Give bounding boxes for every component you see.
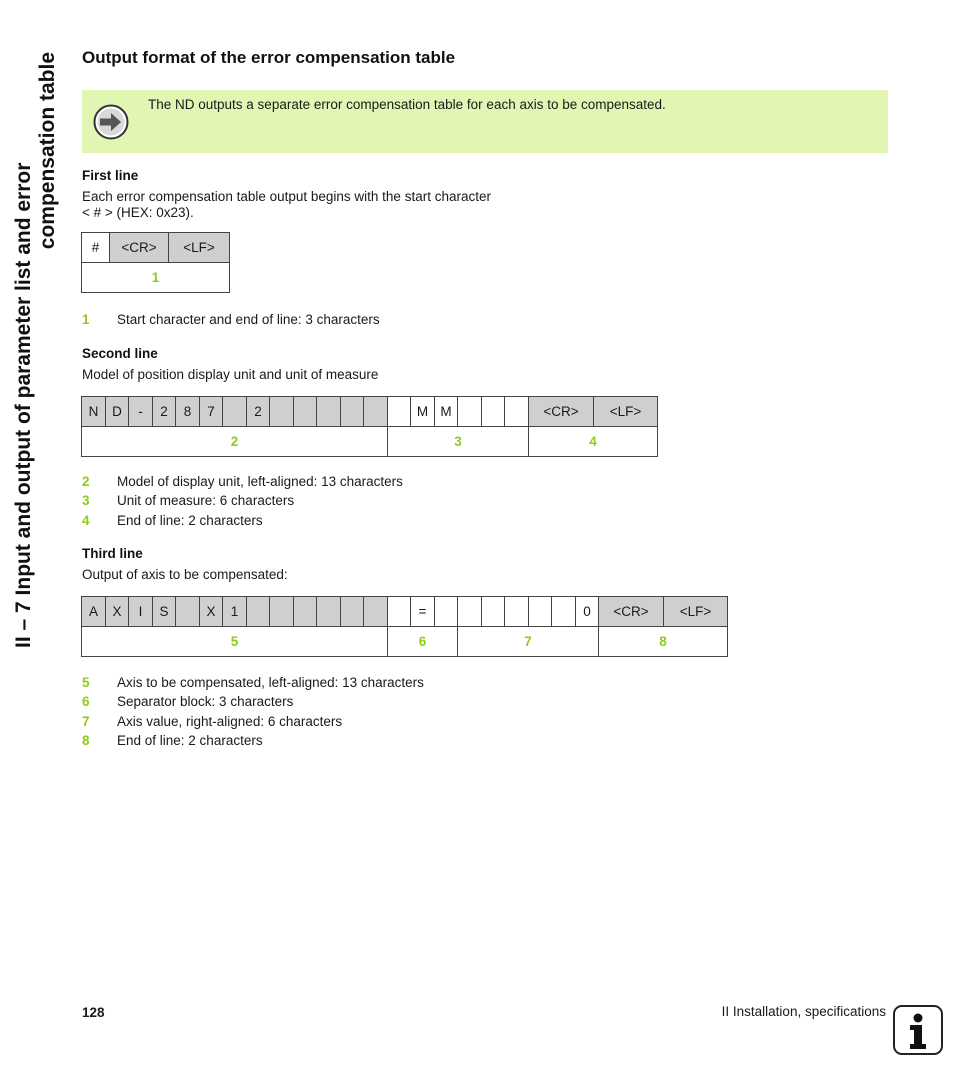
format-marker: 5 (82, 627, 388, 657)
format-cell: N (82, 397, 106, 427)
first-line-description (82, 189, 491, 221)
format-cell: I (129, 597, 153, 627)
arrow-right-icon (93, 104, 129, 140)
second-line-legend (82, 472, 403, 530)
format-cell (317, 597, 341, 627)
legend-item (82, 472, 403, 491)
format-cell: <LF> (169, 233, 230, 263)
first-line-heading: First line (82, 168, 139, 183)
format-cell (482, 397, 505, 427)
legend-text: End of line: 2 characters (117, 512, 263, 528)
format-cell (364, 597, 388, 627)
format-cell (317, 397, 341, 427)
legend-text: Start character and end of line: 3 characters (117, 312, 380, 327)
format-cell (270, 597, 294, 627)
legend-text: End of line: 2 characters (117, 732, 263, 748)
first-line-format-table (81, 232, 230, 293)
format-cell: 1 (223, 597, 247, 627)
format-cell: A (82, 597, 106, 627)
format-cell (458, 597, 482, 627)
format-cell: 0 (576, 597, 599, 627)
format-marker: 7 (458, 627, 599, 657)
legend-text: Unit of measure: 6 characters (117, 493, 295, 509)
legend-item (82, 731, 424, 750)
legend-number: 6 (82, 694, 90, 710)
footer-chapter-title: II Installation, specifications (721, 1004, 886, 1019)
legend-item (82, 511, 403, 530)
third-line-description: Output of axis to be compensated: (82, 567, 288, 582)
legend-item (82, 310, 380, 329)
legend-item (82, 712, 424, 731)
format-marker: 3 (388, 427, 529, 457)
format-cell (458, 397, 482, 427)
format-cell (388, 597, 411, 627)
format-marker: 2 (82, 427, 388, 457)
format-cell: 2 (247, 397, 270, 427)
third-line-heading: Third line (82, 546, 143, 561)
second-line-format-table (81, 396, 658, 457)
note-text: The ND outputs a separate error compensation table for each axis to be compensated. (148, 97, 666, 112)
side-chapter-title (0, 0, 80, 700)
format-cell (435, 597, 458, 627)
legend-number: 8 (82, 732, 90, 748)
first-line-desc-1: Each error compensation table output begins with the start character (82, 189, 491, 204)
first-line-legend (82, 310, 380, 329)
format-cell: <LF> (664, 597, 728, 627)
legend-text: Axis value, right-aligned: 6 characters (117, 713, 343, 729)
format-cell: <CR> (599, 597, 664, 627)
legend-number: 7 (82, 713, 90, 729)
format-cell: S (153, 597, 176, 627)
side-title-line2: compensation table (36, 52, 59, 250)
format-cell (176, 597, 200, 627)
info-glyph-icon (895, 1007, 941, 1053)
format-cell: 7 (200, 397, 223, 427)
third-line-format-table (81, 596, 728, 657)
format-cell: - (129, 397, 153, 427)
format-cell (505, 397, 529, 427)
legend-number: 1 (82, 312, 90, 327)
page-number: 128 (82, 1005, 105, 1020)
format-cell (247, 597, 270, 627)
format-cell: 2 (153, 397, 176, 427)
format-cell: X (200, 597, 223, 627)
format-cell (294, 397, 317, 427)
legend-item (82, 673, 424, 692)
note-box (82, 90, 888, 153)
format-cell: 8 (176, 397, 200, 427)
format-marker: 1 (82, 263, 230, 293)
format-marker: 8 (599, 627, 728, 657)
format-cell (341, 397, 364, 427)
legend-item (82, 692, 424, 711)
legend-number: 3 (82, 493, 90, 509)
format-cell (294, 597, 317, 627)
format-cell (388, 397, 411, 427)
format-cell: D (106, 397, 129, 427)
format-cell: <CR> (110, 233, 169, 263)
format-cell: <CR> (529, 397, 594, 427)
format-cell (482, 597, 505, 627)
format-marker: 6 (388, 627, 458, 657)
legend-number: 2 (82, 474, 90, 489)
format-cell: <LF> (594, 397, 658, 427)
format-marker: 4 (529, 427, 658, 457)
format-cell (270, 397, 294, 427)
format-cell (529, 597, 552, 627)
legend-number: 5 (82, 675, 90, 690)
third-line-legend (82, 673, 424, 750)
legend-text: Axis to be compensated, left-aligned: 13 characters (117, 675, 424, 690)
second-line-heading: Second line (82, 346, 158, 361)
format-cell: X (106, 597, 129, 627)
format-cell (505, 597, 529, 627)
first-line-desc-2: < # > (HEX: 0x23). (82, 205, 194, 220)
format-cell (364, 397, 388, 427)
second-line-description: Model of position display unit and unit of measure (82, 367, 379, 382)
format-cell (223, 397, 247, 427)
format-cell: = (411, 597, 435, 627)
format-cell: M (435, 397, 458, 427)
legend-item (82, 491, 403, 510)
format-cell (552, 597, 576, 627)
info-icon (893, 1005, 943, 1055)
side-title-line1: II – 7 Input and output of parameter list and error (12, 162, 35, 648)
format-cell (341, 597, 364, 627)
format-cell: # (82, 233, 110, 263)
legend-text: Model of display unit, left-aligned: 13 characters (117, 474, 403, 489)
legend-number: 4 (82, 512, 90, 528)
legend-text: Separator block: 3 characters (117, 694, 294, 710)
section-title: Output format of the error compensation table (82, 48, 456, 67)
format-cell: M (411, 397, 435, 427)
